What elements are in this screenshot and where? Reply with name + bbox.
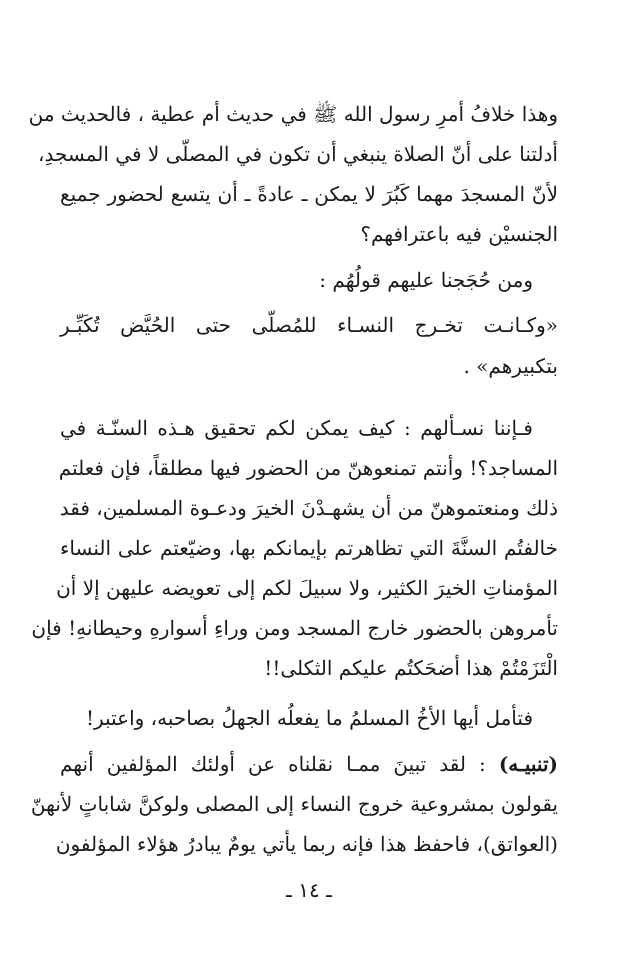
- text-line: تأمروهن بالحضور خارج المسجد ومن وراءِ أسوارهِ وحيطانهِ! فإن: [31, 616, 558, 640]
- note-line: [60, 744, 558, 784]
- quote-line: «وكـانـت تخـرج النسـاء للمُصلّى حتى الحُيَّض تُكَبِّـر: [60, 313, 558, 337]
- text-line: الْتَزَمْتُمْ هذا أضحَكتُم عليكم الثكلى!!: [264, 656, 558, 680]
- text-line: الجنسيْن فيه باعترافهم؟: [360, 222, 558, 246]
- note-text: : لقد تبينَ ممـا نقلناه عن أولئك المؤلفين أنهم: [60, 752, 499, 776]
- text-line: وهذا خلافُ أمرِ رسول الله ﷺ في حديث أم عطية ، فالحديث من: [28, 102, 558, 126]
- page-number: ـ ١٤ ـ: [286, 878, 332, 902]
- text-line: لأنّ المسجدَ مهما كَبُرَ لا يمكن ـ عادةً ـ أن يتسع لحضور جميع: [60, 182, 558, 206]
- text-line: ومن حُجَجنا عليهم قولُهُم :: [319, 268, 533, 292]
- text-line: المؤمناتِ الخيرَ الكثير، ولا سبيلَ لكم إلى تعويضه عليهن إلا أن: [56, 576, 558, 600]
- text-line: أدلتنا على أنّ الصلاة ينبغي أن تكون في المصلّى لا في المسجدِ،: [38, 142, 558, 166]
- text-line: ذلك ومنعتموهنّ من أن يشهـدْنَ الخيرَ ودعـوة المسلمين، فقد: [59, 496, 558, 520]
- text-line: فتأمل أيها الأخُ المسلمُ ما يفعلُه الجهلُ بصاحبه، واعتبر!: [86, 706, 533, 730]
- text-line: المساجد؟! وأنتم تمنعوهنّ من الحضور فيها مطلقاً، فإن فعلتم: [58, 456, 558, 480]
- note-line: (العواتق)، فاحفظ هذا فإنه ربما يأتي يومٌ يبادرُ هؤلاء المؤلفون: [55, 832, 558, 856]
- note-line: يقولون بمشروعية خروج النساء إلى المصلى ولوكنَّ شاباتٍ لأنهنّ: [30, 792, 558, 816]
- text-line: فـإننا نسـألهم : كيف يمكن لكم تحقيق هـذه السنّـة في: [60, 416, 533, 440]
- text-line: خالفتُم السنَّةَ التي تظاهرتم بإيمانكم بها، وضيّعتم على النساء: [60, 536, 558, 560]
- note-label: (تنبيـه): [498, 752, 558, 776]
- quote-line: بتكبيرهم» .: [463, 354, 558, 378]
